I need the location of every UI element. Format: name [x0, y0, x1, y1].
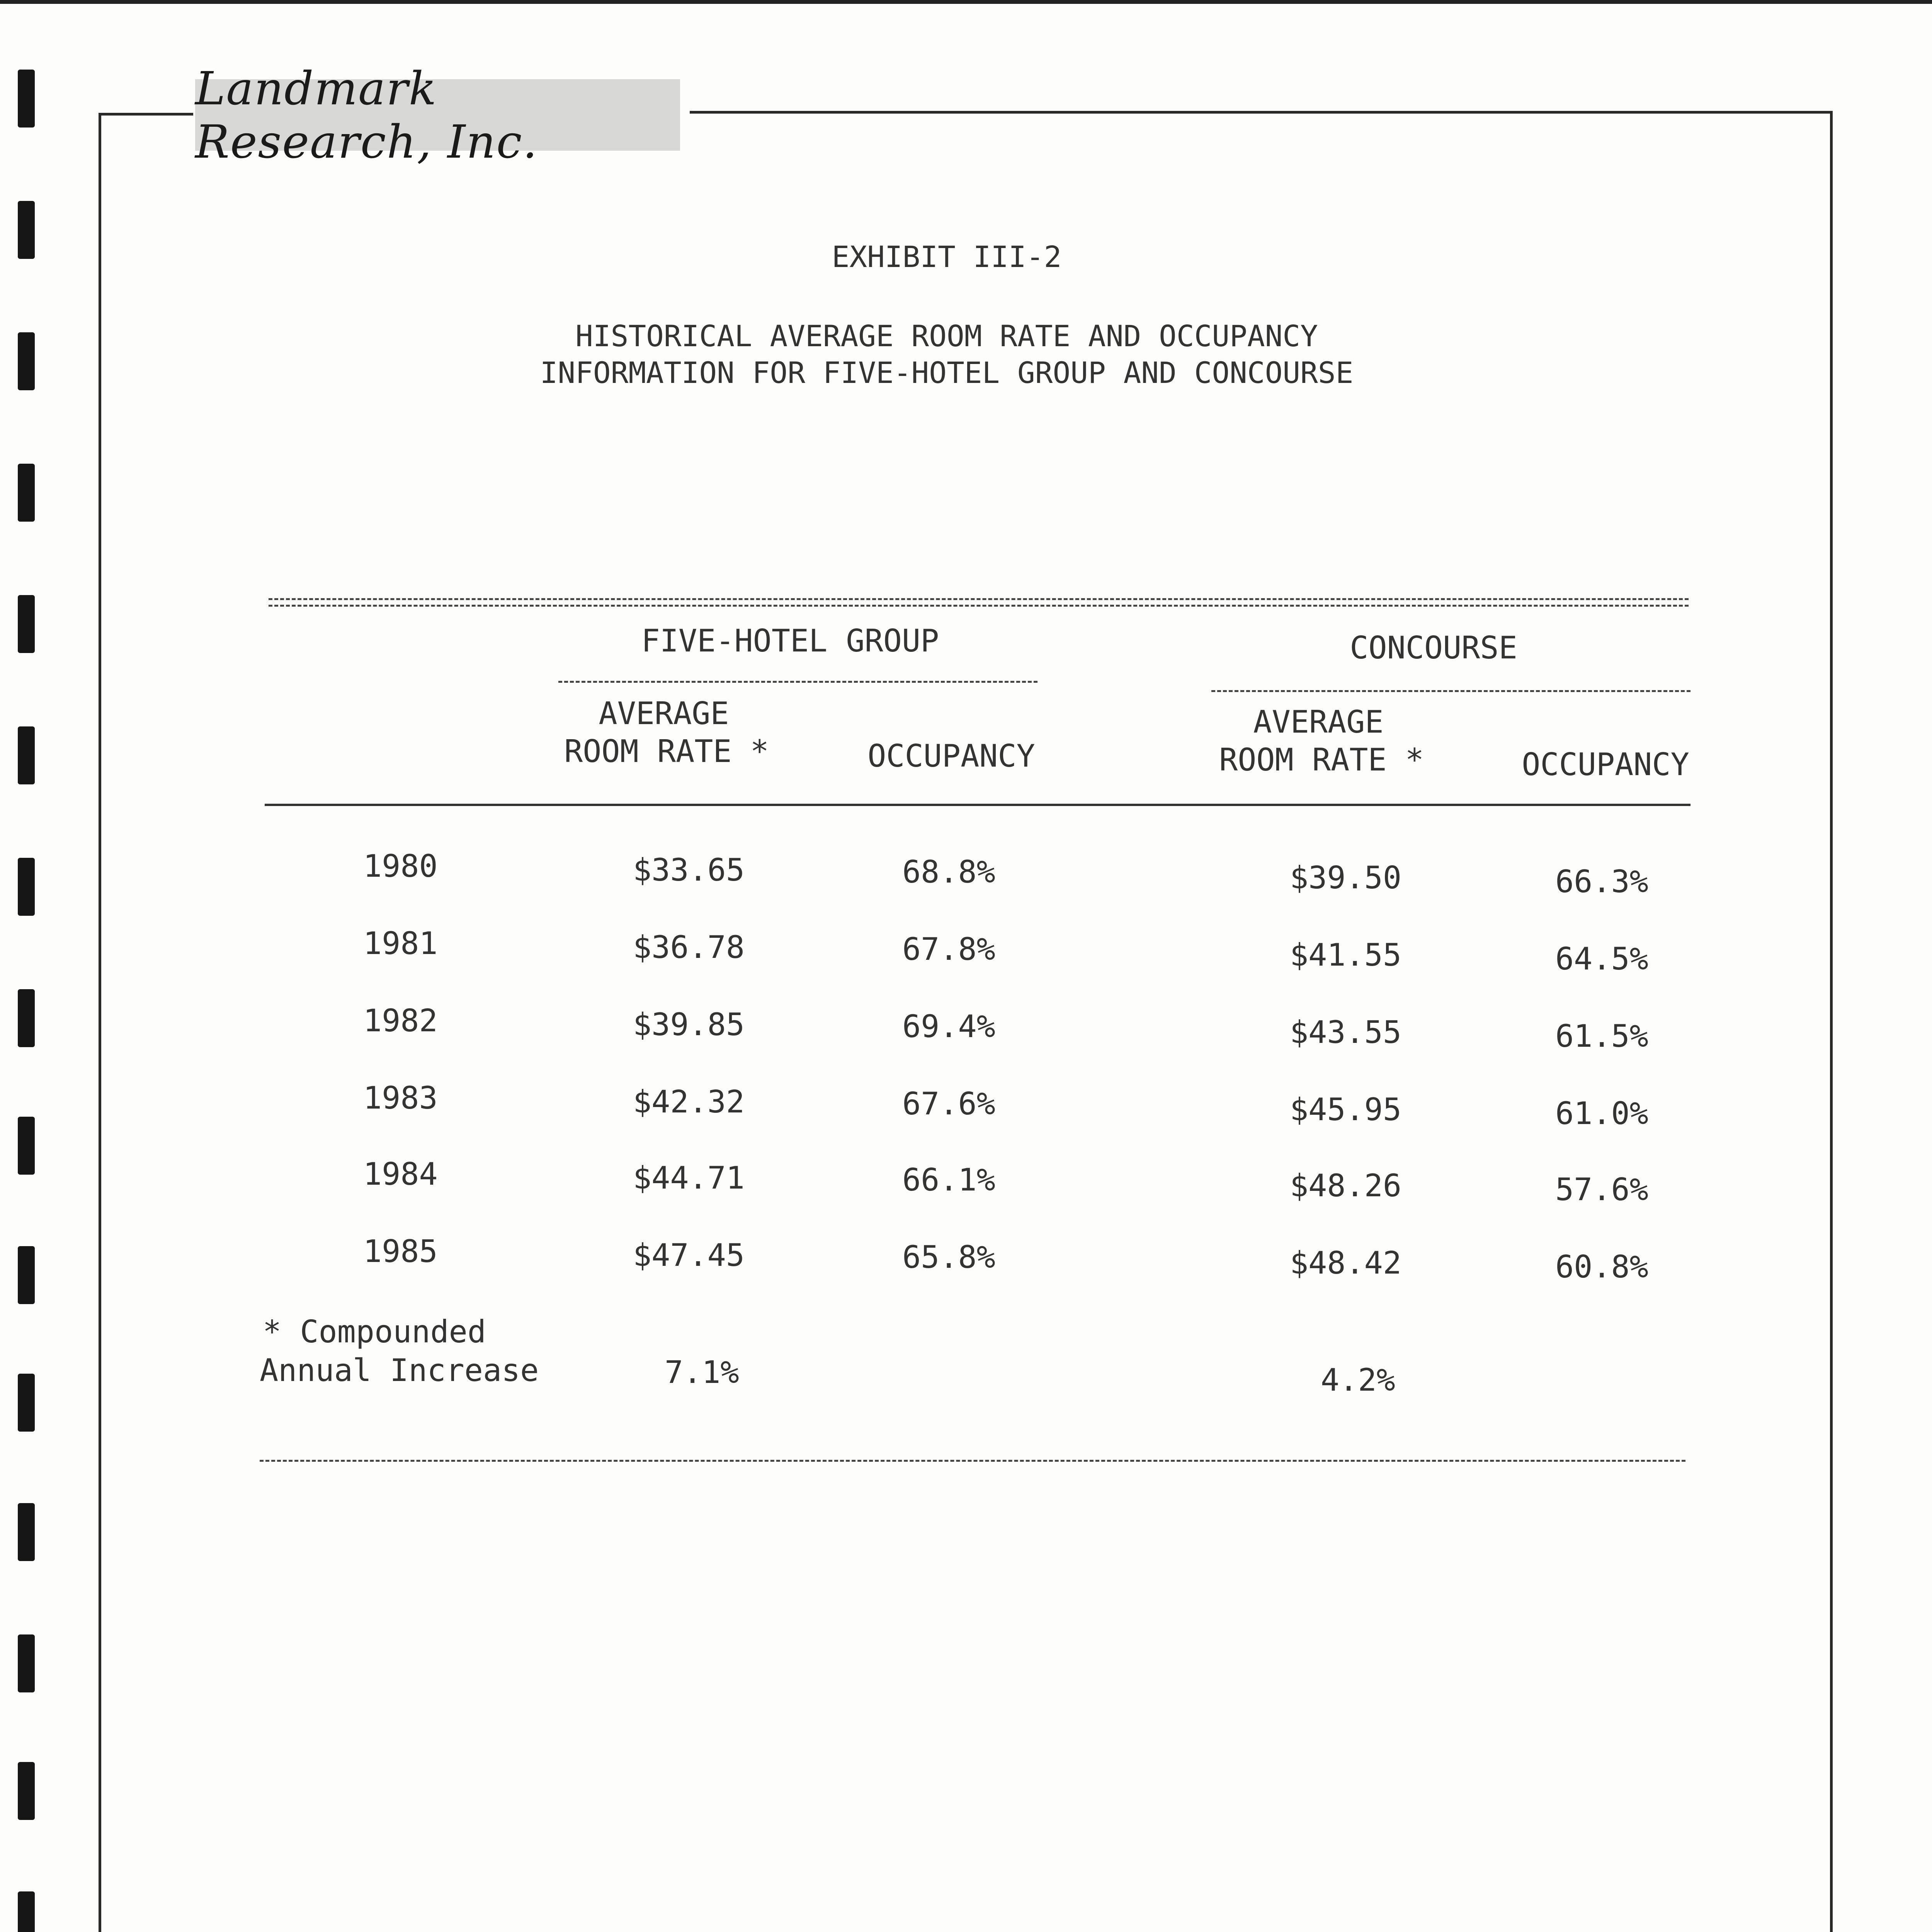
binder-hole — [18, 989, 35, 1047]
footnote-line-2: Annual Increase — [260, 1352, 539, 1388]
year-cell: 1982 — [363, 1003, 438, 1039]
frame-line — [99, 113, 193, 116]
binder-hole — [18, 595, 35, 653]
concourse-rate-cell: $39.50 — [1290, 860, 1401, 896]
concourse-rate-cell: $43.55 — [1290, 1014, 1401, 1050]
concourse-rate-cell: $48.42 — [1290, 1245, 1401, 1281]
year-cell: 1983 — [363, 1080, 438, 1116]
concourse-rate-cell: $48.26 — [1290, 1168, 1401, 1204]
concourse-rate-cell: $45.95 — [1290, 1092, 1401, 1128]
group-occupancy-cell: 65.8% — [902, 1239, 995, 1275]
group-rate-cell: $33.65 — [633, 852, 745, 888]
cagr-concourse-cell: 4.2% — [1321, 1362, 1395, 1398]
group-occupancy-cell: 67.6% — [902, 1086, 995, 1122]
footnote-line-1: * Compounded — [263, 1314, 486, 1350]
col-header-occupancy: OCCUPANCY — [1522, 747, 1689, 782]
group-underline — [558, 681, 1037, 683]
binder-hole — [18, 1246, 35, 1304]
year-cell: 1981 — [363, 925, 438, 961]
concourse-occupancy-cell: 64.5% — [1555, 941, 1648, 977]
group-rate-cell: $47.45 — [633, 1237, 745, 1273]
company-logo: Landmark Research, Inc. — [195, 79, 680, 151]
table-bottom-rule — [260, 1460, 1685, 1462]
frame-line — [690, 111, 1833, 114]
concourse-occupancy-cell: 61.5% — [1555, 1018, 1648, 1054]
binder-hole — [18, 1374, 35, 1432]
col-header-rate-line2: ROOM RATE * — [564, 733, 769, 769]
scan-edge-top — [0, 0, 1932, 4]
binder-hole — [18, 726, 35, 784]
binder-hole — [18, 1503, 35, 1561]
concourse-occupancy-cell: 57.6% — [1555, 1172, 1648, 1208]
concourse-occupancy-cell: 60.8% — [1555, 1249, 1648, 1285]
group-occupancy-cell: 67.8% — [902, 931, 995, 967]
binder-hole — [18, 858, 35, 916]
title-line-2: INFORMATION FOR FIVE-HOTEL GROUP AND CONCOURSE — [540, 355, 1354, 390]
cagr-group-cell: 7.1% — [665, 1354, 739, 1390]
year-cell: 1980 — [363, 848, 438, 884]
binder-hole — [18, 1762, 35, 1820]
group-header-five-hotel: FIVE-HOTEL GROUP — [641, 623, 939, 659]
concourse-occupancy-cell: 66.3% — [1555, 864, 1648, 900]
binder-hole — [18, 464, 35, 522]
group-header-concourse: CONCOURSE — [1350, 630, 1517, 666]
binder-hole — [18, 1891, 35, 1932]
year-cell: 1985 — [363, 1233, 438, 1269]
concourse-rate-cell: $41.55 — [1290, 937, 1401, 973]
group-occupancy-cell: 69.4% — [902, 1009, 995, 1044]
group-occupancy-cell: 68.8% — [902, 854, 995, 890]
col-header-rate-line1: AVERAGE — [599, 696, 729, 731]
table-top-rule — [269, 598, 1689, 607]
group-rate-cell: $44.71 — [633, 1160, 745, 1196]
concourse-occupancy-cell: 61.0% — [1555, 1095, 1648, 1131]
exhibit-label: EXHIBIT III-2 — [832, 240, 1062, 274]
title-line-1: HISTORICAL AVERAGE ROOM RATE AND OCCUPANCY — [575, 319, 1318, 353]
group-rate-cell: $39.85 — [633, 1007, 745, 1043]
header-rule — [265, 804, 1690, 806]
binder-hole — [18, 1117, 35, 1175]
group-occupancy-cell: 66.1% — [902, 1162, 995, 1198]
col-header-rate-line2: ROOM RATE * — [1219, 742, 1424, 778]
group-underline — [1211, 690, 1690, 692]
binder-hole — [18, 70, 35, 128]
group-rate-cell: $36.78 — [633, 929, 745, 965]
col-header-rate-line1: AVERAGE — [1253, 704, 1384, 740]
year-cell: 1984 — [363, 1156, 438, 1192]
group-rate-cell: $42.32 — [633, 1084, 745, 1120]
col-header-occupancy: OCCUPANCY — [867, 738, 1035, 774]
binder-hole — [18, 1634, 35, 1692]
